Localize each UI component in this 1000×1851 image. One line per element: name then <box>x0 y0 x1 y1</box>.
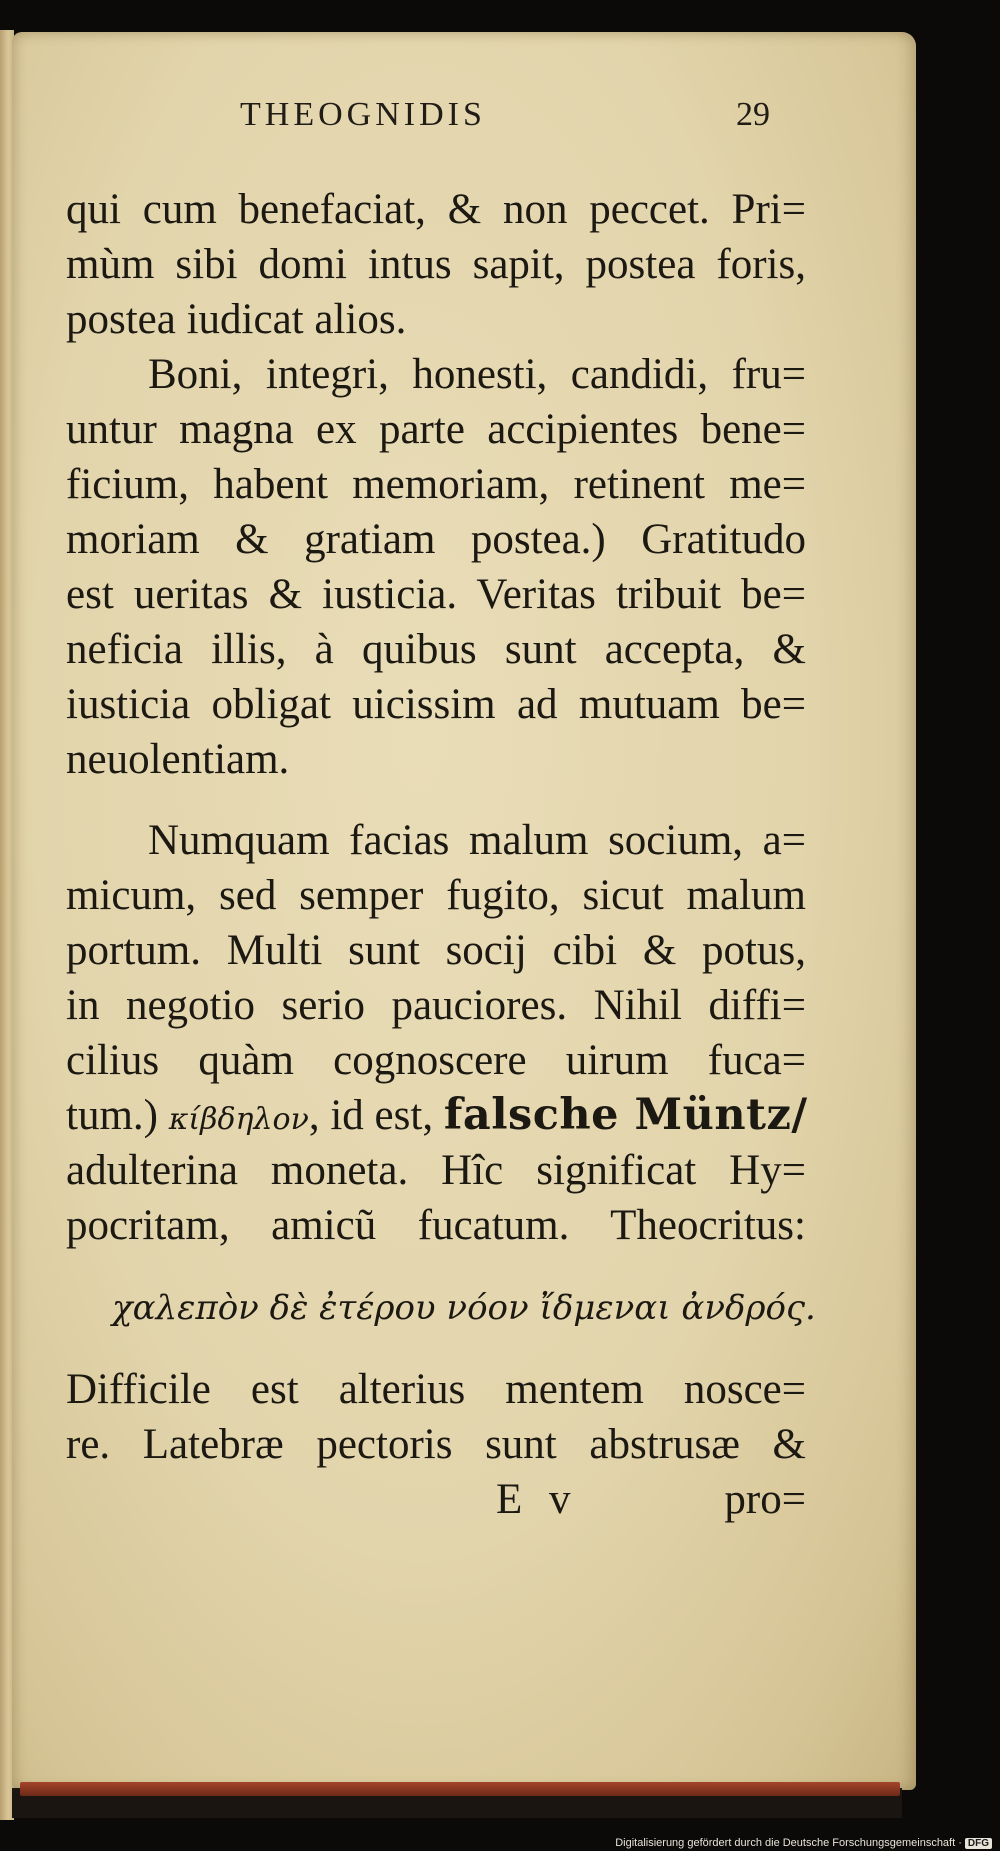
text-line: portum. Multi sunt socij cibi & potus, <box>66 927 806 974</box>
text-line: untur magna ex parte accipientes bene= <box>66 406 806 453</box>
text-body <box>66 182 816 1527</box>
signature-line <box>66 1472 806 1527</box>
catchword: pro= <box>724 1476 806 1523</box>
latin-fragment: tum.) <box>66 1092 169 1139</box>
text-line: Numquam facias malum socium, a= <box>148 817 806 864</box>
text-line: moriam & gratiam postea.) Gratitudo <box>66 516 806 563</box>
text-line: Difficile est alterius mentem nosce= <box>66 1366 806 1413</box>
latin-fragment: , id est, <box>308 1092 444 1139</box>
text-line: pocritam, amicũ fucatum. Theocritus: <box>66 1202 806 1249</box>
running-head <box>12 96 916 156</box>
credit-text: Digitalisierung gefördert durch die Deutsche Forschungsgemeinschaft · <box>615 1837 962 1849</box>
text-line: neuolentiam. <box>66 736 290 783</box>
paragraph-gap <box>66 787 806 813</box>
dfg-logo: DFG <box>965 1838 992 1849</box>
text-line: micum, sed semper fugito, sicut malum <box>66 872 806 919</box>
text-line: Boni, integri, honesti, candidi, fru= <box>148 351 806 398</box>
page-number: 29 <box>736 96 770 133</box>
text-line: re. Latebræ pectoris sunt abstrusæ & <box>66 1421 806 1468</box>
text-line: iusticia obligat uicissim ad mutuam be= <box>66 681 806 728</box>
book-page <box>12 32 916 1790</box>
text-line: neficia illis, à quibus sunt accepta, & <box>66 626 806 673</box>
greek-word: κίβδηλον <box>168 1102 309 1137</box>
text-line: in negotio serio pauciores. Nihil diffi= <box>66 982 806 1029</box>
digitization-credit <box>615 1837 992 1849</box>
greek-verse: χαλεπὸν δὲ ἐτέρου νόον ἴδμεναι ἀνδρός. <box>112 1288 816 1328</box>
text-line: postea iudicat alios. <box>66 296 407 343</box>
text-line-mixed <box>66 1088 806 1143</box>
text-line: est ueritas & iusticia. Veritas tribuit be= <box>66 571 806 618</box>
text-line: cilius quàm cognoscere uirum fuca= <box>66 1037 806 1084</box>
running-title: THEOGNIDIS <box>240 96 486 133</box>
german-fraktur-word: falsche Müntz/ <box>443 1090 808 1140</box>
text-line: adulterina moneta. Hîc significat Hy= <box>66 1147 806 1194</box>
text-line: qui cum benefaciat, & non peccet. Pri= <box>66 186 806 233</box>
signature-mark: E v <box>496 1476 579 1523</box>
text-line: mùm sibi domi intus sapit, postea foris, <box>66 241 806 288</box>
text-line: ficium, habent memoriam, retinent me= <box>66 461 806 508</box>
book-edge-bottom <box>20 1782 900 1796</box>
